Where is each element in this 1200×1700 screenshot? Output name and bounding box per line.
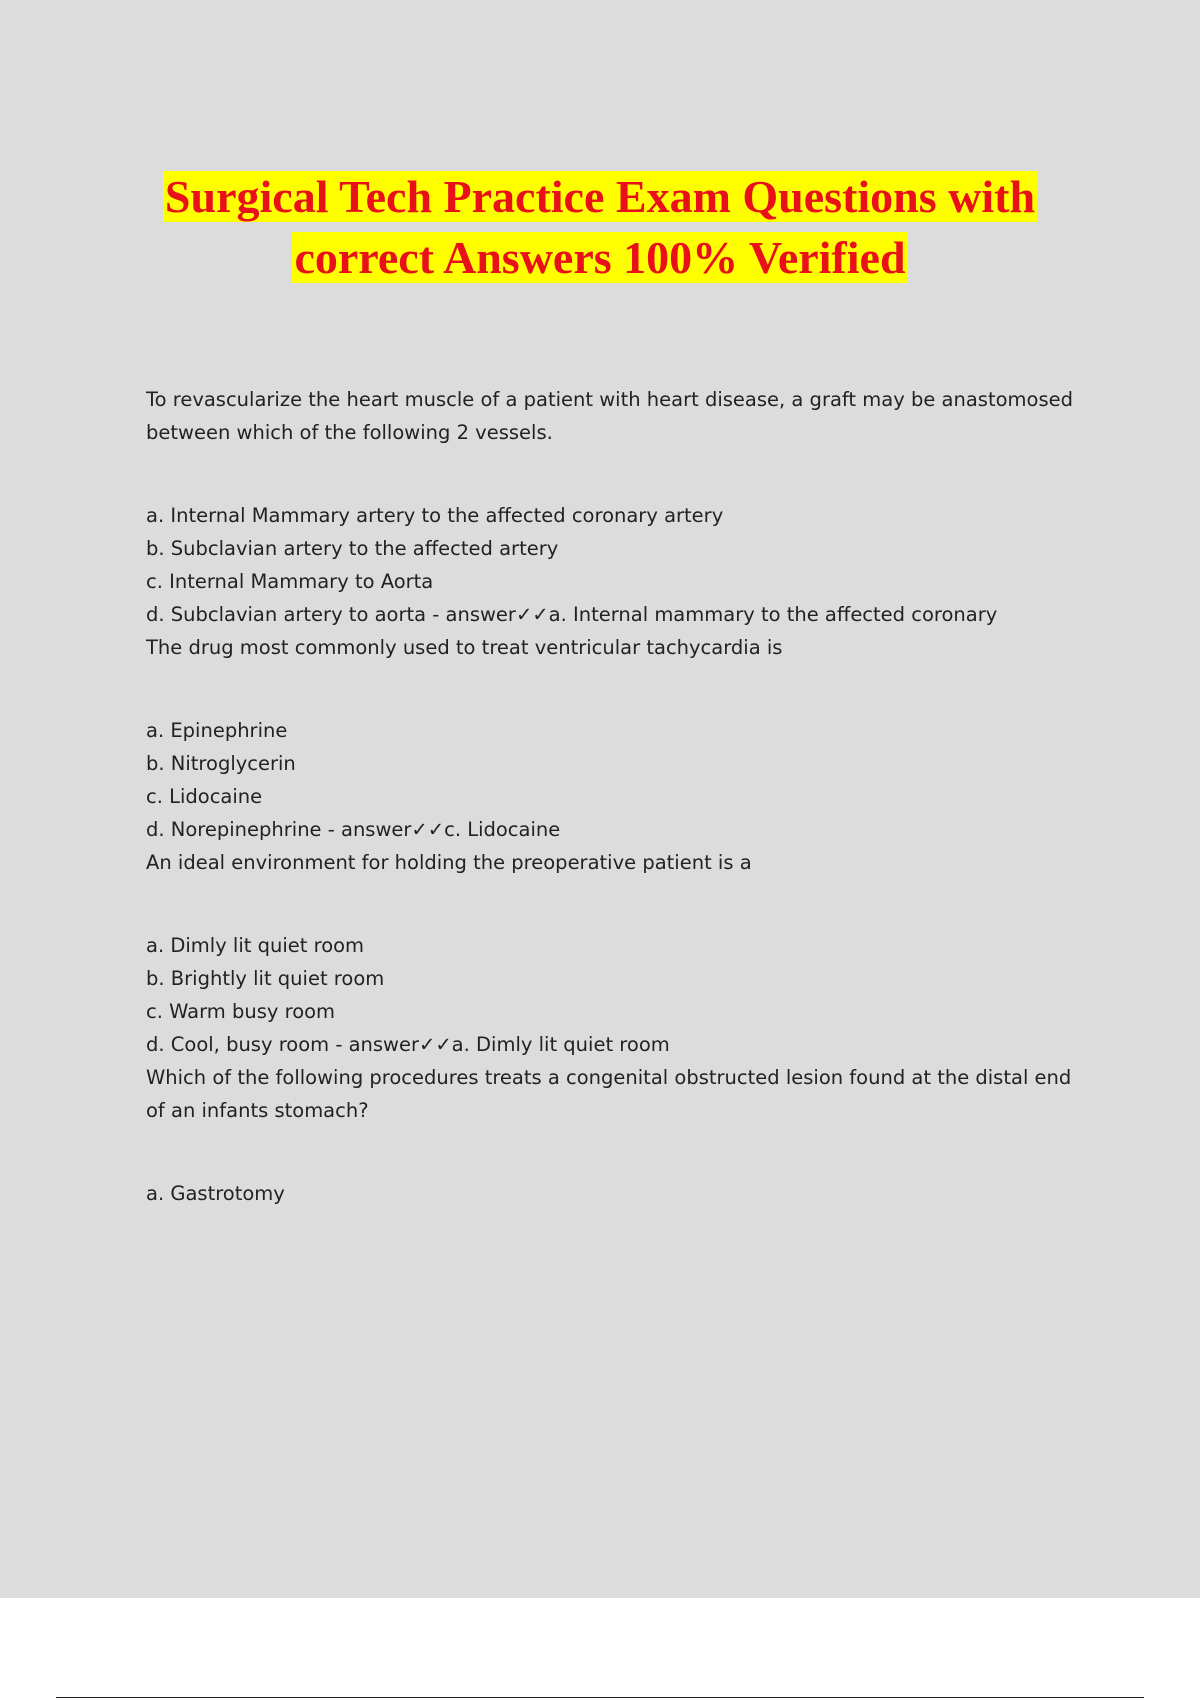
question-3-option-a: a. Dimly lit quiet room [146, 934, 365, 957]
question-1-option-b: b. Subclavian artery to the affected artery [146, 537, 559, 560]
question-2-text: The drug most commonly used to treat ventricular tachycardia is [146, 636, 783, 659]
question-1-option-a: a. Internal Mammary artery to the affected coronary artery [146, 504, 724, 527]
question-3-option-c: c. Warm busy room [146, 1000, 336, 1023]
question-1-option-c: c. Internal Mammary to Aorta [146, 570, 434, 593]
question-2-option-d: d. Norepinephrine - answer✓✓c. Lidocaine [146, 818, 561, 841]
question-2-option-b: b. Nitroglycerin [146, 752, 296, 775]
question-1-text: To revascularize the heart muscle of a patient with heart disease, a graft may be anastomosed between which of the following 2 vessels. [146, 388, 1073, 444]
question-3-text: An ideal environment for holding the preoperative patient is a [146, 851, 752, 874]
question-2-option-a: a. Epinephrine [146, 719, 288, 742]
title-line-2: correct Answers 100% Verified [294, 232, 906, 283]
page-divider-line [56, 1697, 1144, 1698]
question-4-option-a: a. Gastrotomy [146, 1182, 285, 1205]
question-1-option-d: d. Subclavian artery to aorta - answer✓✓a. Internal mammary to the affected coronary [146, 603, 998, 626]
title-line-1: Surgical Tech Practice Exam Questions with [164, 171, 1036, 222]
document-title [0, 166, 1200, 288]
question-4-text: Which of the following procedures treats a congenital obstructed lesion found at the distal end of an infants stomach? [146, 1066, 1072, 1122]
question-3-option-b: b. Brightly lit quiet room [146, 967, 385, 990]
question-2-option-c: c. Lidocaine [146, 785, 263, 808]
question-3-option-d: d. Cool, busy room - answer✓✓a. Dimly lit quiet room [146, 1033, 670, 1056]
question-list [146, 383, 1086, 1210]
